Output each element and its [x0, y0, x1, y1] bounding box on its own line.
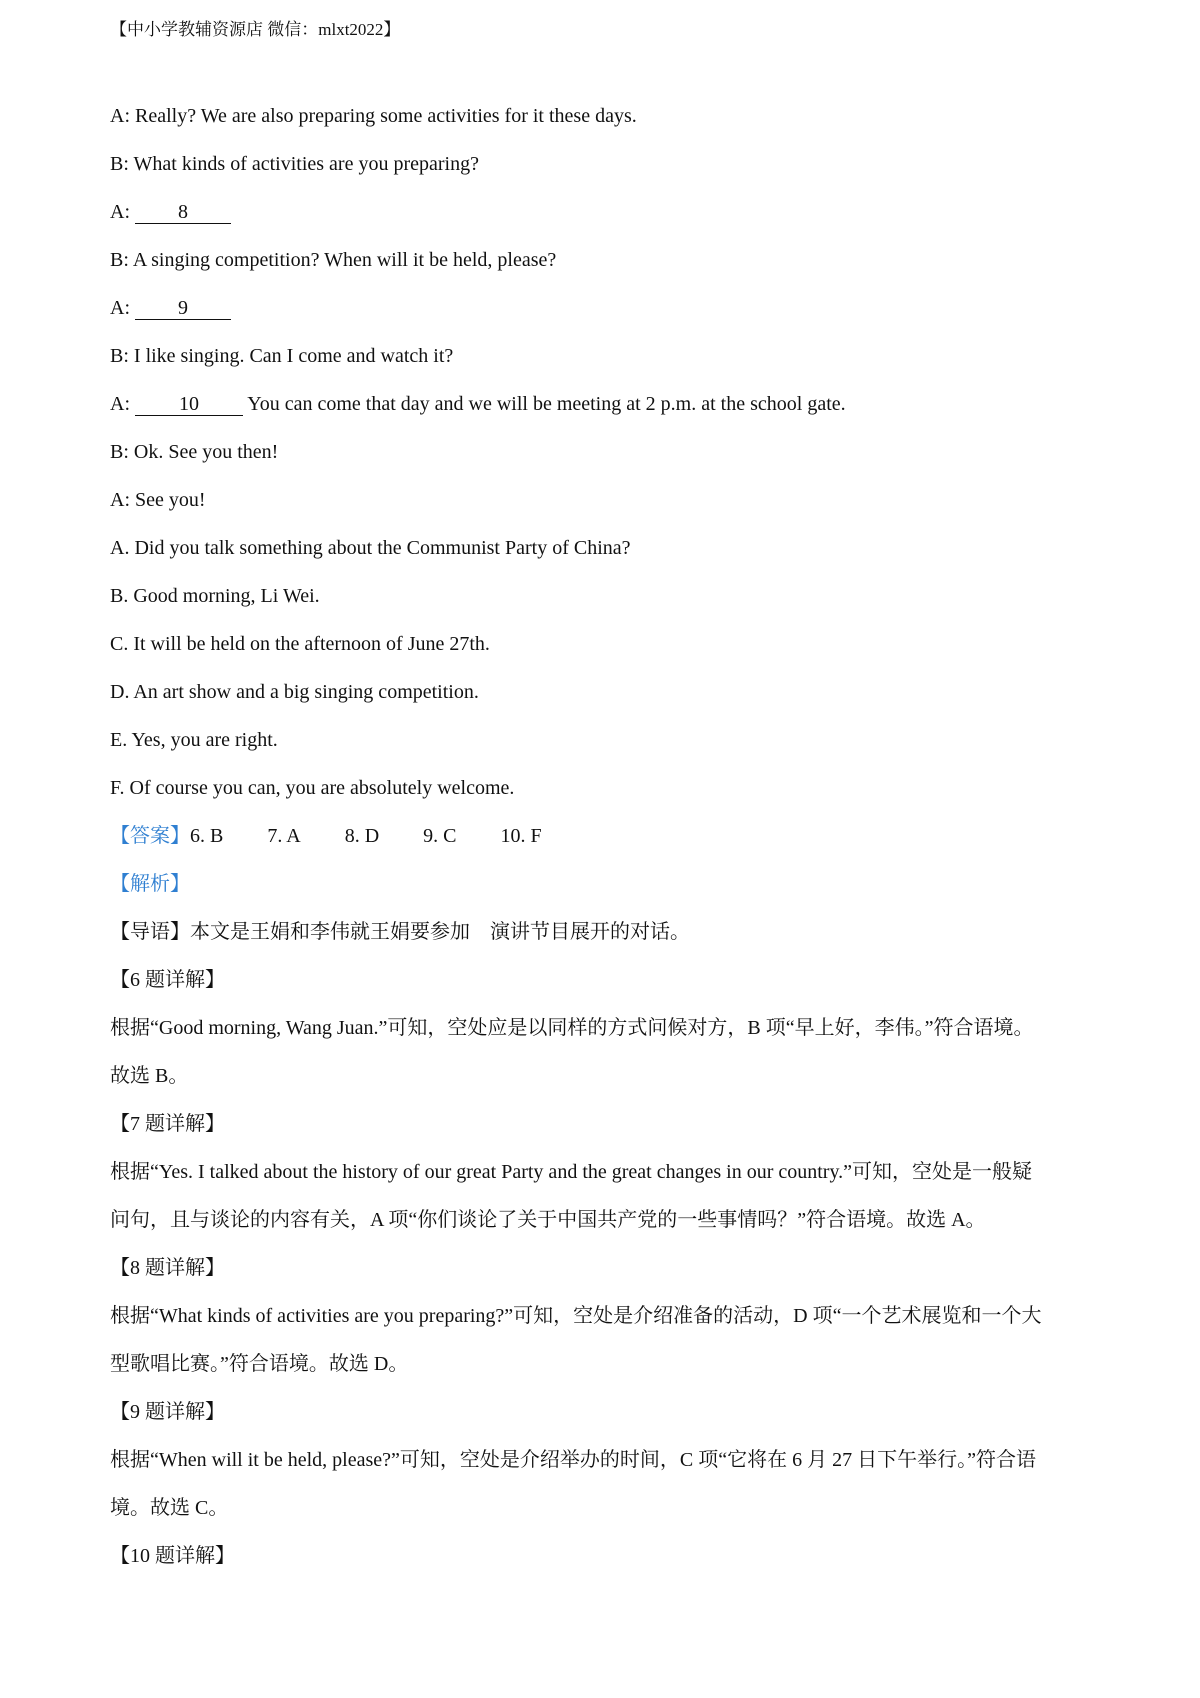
answer-item: 9. C: [423, 825, 457, 847]
answer-item: 7. A: [267, 825, 301, 847]
option-item: F. Of course you can, you are absolutely welcome.: [110, 777, 515, 799]
analysis-label: 【解析】: [110, 873, 190, 895]
answer-item: 10. F: [500, 825, 542, 847]
utterance: A singing competition? When will it be held, please?: [132, 249, 557, 271]
utterance: Ok. See you then!: [133, 441, 279, 463]
page-header: 【中小学教辅资源店 微信：mlxt2022】: [110, 20, 401, 39]
answer-item: 8. D: [344, 825, 380, 847]
detail-text: 根据“Good morning, Wang Juan.”可知，空处应是以同样的方式问候对方，B 项“早上好，李伟。”符合语境。: [110, 1017, 1034, 1039]
dialogue-line: [110, 294, 231, 322]
dialogue-line: [110, 150, 479, 178]
option-item: A. Did you talk something about the Communist Party of China?: [110, 537, 631, 559]
detail-text: 根据“What kinds of activities are you preparing?”可知，空处是介绍准备的活动，D 项“一个艺术展览和一个大: [110, 1305, 1042, 1327]
intro-text: 【导语】本文是王娟和李伟就王娟要参加 演讲节目展开的对话。: [110, 921, 690, 943]
detail-title: 【7 题详解】: [110, 1113, 225, 1135]
utterance: You can come that day and we will be meeting at 2 p.m. at the school gate.: [243, 393, 846, 415]
option-item: E. Yes, you are right.: [110, 729, 278, 751]
utterance: What kinds of activities are you preparing?: [133, 153, 479, 175]
option-item: D. An art show and a big singing competition.: [110, 681, 479, 703]
detail-text: 故选 B。: [110, 1065, 189, 1087]
dialogue-line: [110, 390, 846, 418]
detail-title: 【6 题详解】: [110, 969, 225, 991]
detail-text: 境。故选 C。: [110, 1497, 229, 1519]
dialogue-line: [110, 102, 637, 130]
dialogue-line: [110, 198, 231, 226]
detail-text: 问句，且与谈论的内容有关，A 项“你们谈论了关于中国共产党的一些事情吗？”符合语境。故选 A。: [110, 1209, 986, 1231]
speaker: A:: [110, 105, 130, 127]
answer-blank: 10: [135, 393, 243, 416]
detail-title: 【10 题详解】: [110, 1545, 235, 1567]
utterance: See you!: [135, 489, 206, 511]
speaker: A:: [110, 489, 130, 511]
option-item: C. It will be held on the afternoon of June 27th.: [110, 633, 490, 655]
detail-text: 根据“When will it be held, please?”可知，空处是介绍举办的时间，C 项“它将在 6 月 27 日下午举行。”符合语: [110, 1449, 1036, 1471]
speaker: A:: [110, 393, 130, 415]
answer-item: 6. B: [190, 825, 224, 847]
dialogue-line: [110, 246, 556, 274]
utterance: I like singing. Can I come and watch it?: [133, 345, 454, 367]
dialogue-line: [110, 342, 453, 370]
dialogue-line: [110, 438, 278, 466]
speaker: B:: [110, 249, 129, 271]
answer-blank: 9: [135, 297, 231, 320]
speaker: B:: [110, 153, 129, 175]
detail-title: 【8 题详解】: [110, 1257, 225, 1279]
dialogue-line: [110, 486, 206, 514]
detail-text: 型歌唱比赛。”符合语境。故选 D。: [110, 1353, 409, 1375]
answer-line: [110, 822, 542, 850]
speaker: B:: [110, 345, 129, 367]
utterance: Really? We are also preparing some activities for it these days.: [135, 105, 637, 127]
answer-blank: 8: [135, 201, 231, 224]
option-item: B. Good morning, Li Wei.: [110, 585, 320, 607]
speaker: A:: [110, 297, 130, 319]
detail-text: 根据“Yes. I talked about the history of our great Party and the great changes in our country.”可知，空处是一般疑: [110, 1161, 1033, 1183]
speaker: B:: [110, 441, 129, 463]
speaker: A:: [110, 201, 130, 223]
detail-title: 【9 题详解】: [110, 1401, 225, 1423]
answer-label: 【答案】: [110, 825, 190, 847]
